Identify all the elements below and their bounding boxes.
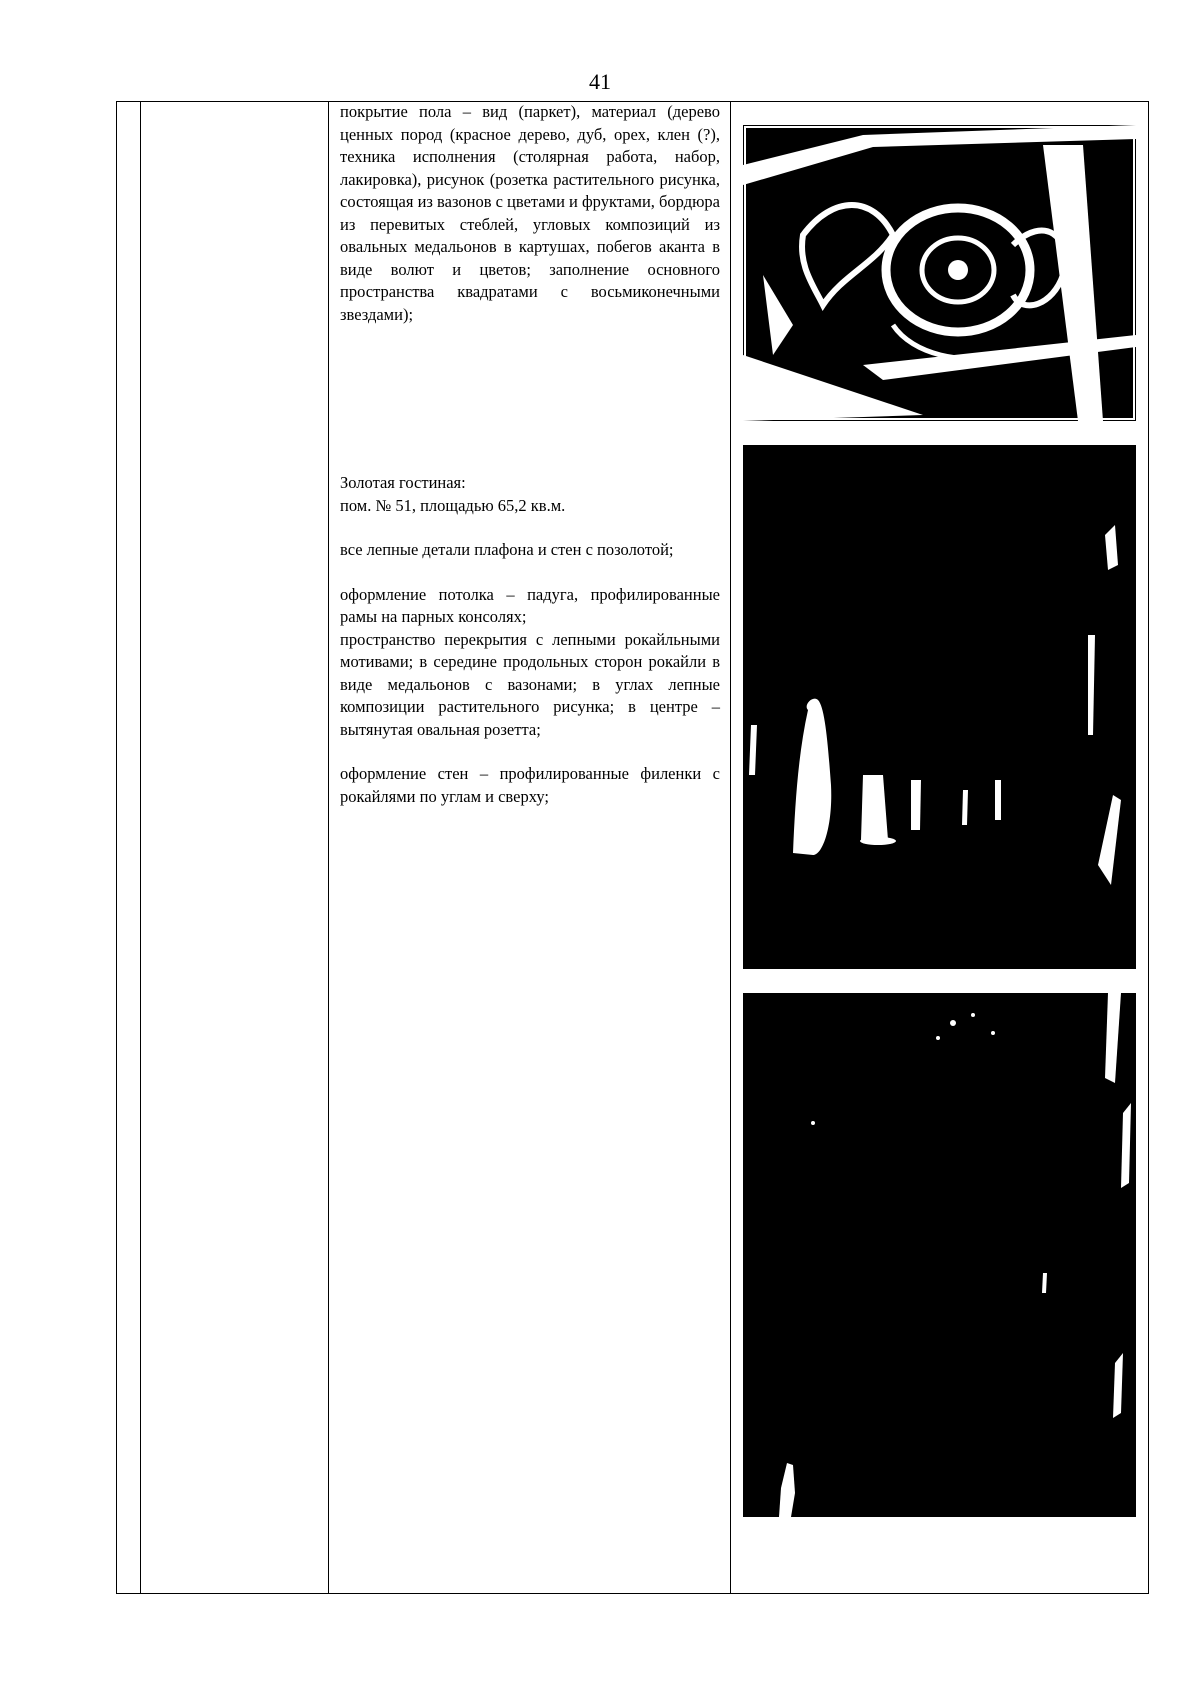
ceiling-photo	[743, 993, 1136, 1517]
parquet-photo-image	[743, 125, 1136, 421]
paragraph-stucco: все лепные детали плафона и стен с позолотой;	[340, 540, 674, 559]
golden-room-description	[340, 472, 720, 808]
golden-room-photo	[743, 445, 1136, 969]
ceiling-photo-image	[743, 993, 1136, 1517]
golden-room-photo-image	[743, 445, 1136, 969]
room-info: пом. № 51, площадью 65,2 кв.м.	[340, 495, 566, 515]
column-divider-3	[730, 102, 731, 1593]
paragraph-ceiling: оформление потолка – падуга, профилированные рамы на парных консолях;	[340, 584, 720, 626]
page-number: 41	[589, 69, 611, 94]
paragraph-walls: оформление стен – профилированные филенки с рокайлями по углам и сверху;	[340, 764, 720, 806]
room-title: Золотая гостиная:	[340, 473, 466, 492]
paragraph-overlap: пространство перекрытия с лепными рокайльными мотивами; в середине продольных сторон рокайли в виде медальонов с вазонами; в углах лепные композиции растительного рисунка; в центре – вытянутая овальная розетта;	[340, 629, 720, 739]
paragraph-floor: покрытие пола – вид (паркет), материал (дерево ценных пород (красное дерево, дуб, орех, клен (?), техника исполнения (столярная работа, набор, лакировка), рисунок (розетка растительного рисунка, состоящая из вазонов с цветами и фруктами, бордюра из перевитых стеблей, угловых композиций из овальных медальонов в картушах, побегов аканта в виде волют и цветов; заполнение основного пространства квадратами с восьмиконечными звездами);	[340, 102, 720, 324]
column-divider-1	[140, 102, 141, 1593]
column-divider-2	[328, 102, 329, 1593]
floor-description	[340, 101, 720, 326]
parquet-photo	[743, 125, 1136, 421]
